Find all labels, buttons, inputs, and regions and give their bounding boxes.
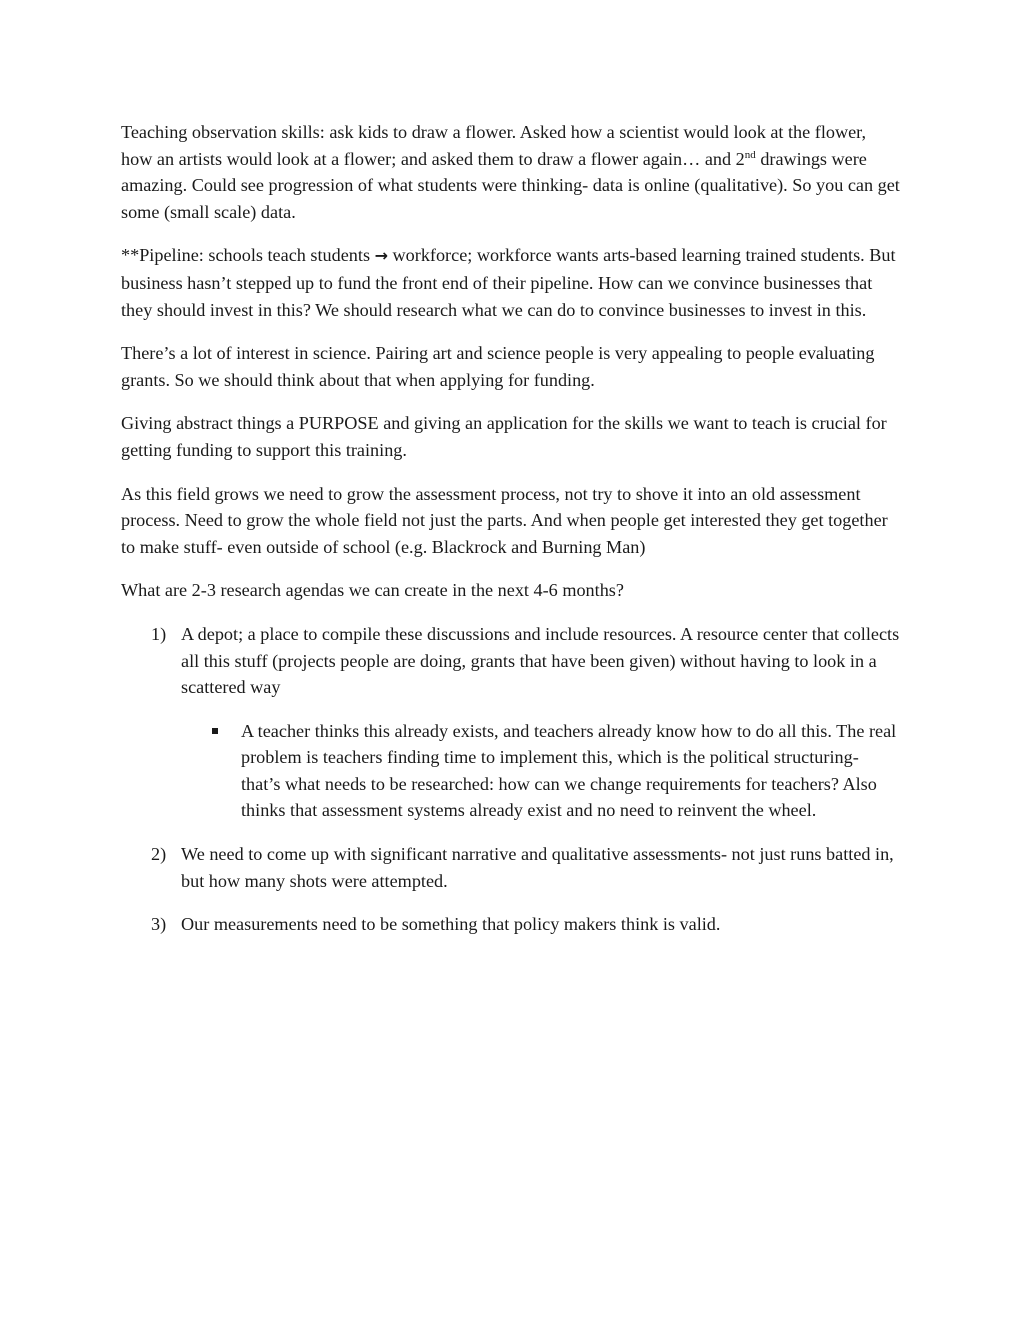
paragraph-text: Teaching observation skills: ask kids to draw a flower. Asked how a scientist would look at the flower, how an artists would look at a flower; and asked them to draw a flower again… and 2 <box>121 122 867 169</box>
sub-list-item <box>121 718 901 824</box>
list-item-text: We need to come up with significant narrative and qualitative assessments- not just runs batted in, but how many shots were attempted. <box>181 844 894 891</box>
paragraph-text: workforce; workforce wants arts-based learning trained students. But business hasn’t stepped up to fund the front end of their pipeline. How can we convince businesses that they should invest in this? We should research what we can do to convince businesses to invest in this. <box>121 245 896 320</box>
square-bullet-icon <box>212 728 218 734</box>
list-number: 3) <box>151 914 167 935</box>
arrow-right-icon: → <box>374 246 388 266</box>
numbered-list <box>121 621 901 938</box>
list-number: 1) <box>151 623 167 644</box>
paragraph-research-question: What are 2-3 research agendas we can create in the next 4-6 months? <box>121 580 624 601</box>
list-item <box>121 841 901 894</box>
paragraph-assessment-process: As this field grows we need to grow the assessment process, not try to shove it into an old assessment process. Need to grow the whole field not just the parts. And when people get interested they get together to make stuff- even outside of school (e.g. Blackrock and Burning Man) <box>121 483 888 557</box>
paragraph-text: **Pipeline: schools teach students <box>121 245 375 266</box>
paragraph-text: drawings were amazing. Could see progression of what students were thinking- data is online (qualitative). So you can get some (small scale) data. <box>121 148 900 222</box>
paragraph-purpose: Giving abstract things a PURPOSE and giving an application for the skills we want to teach is crucial for getting funding to support this training. <box>121 413 887 460</box>
list-item <box>121 621 901 701</box>
sub-list-item-text: A teacher thinks this already exists, and teachers already know how to do all this. The real problem is teachers finding time to implement this, which is the political structuring- that’s what needs to be researched: how can we change requirements for teachers? Also thinks that assessment systems already exist and no need to reinvent the wheel. <box>241 720 897 821</box>
document-page <box>121 119 901 955</box>
superscript-ordinal: nd <box>744 148 756 161</box>
list-item-text: Our measurements need to be something that policy makers think is valid. <box>181 914 721 935</box>
list-number: 2) <box>151 844 167 865</box>
list-item <box>121 911 901 938</box>
paragraph-pipeline <box>121 242 901 323</box>
paragraph-observation-skills <box>121 119 901 225</box>
paragraph-science-interest: There’s a lot of interest in science. Pairing art and science people is very appealing to people evaluating grants. So we should think about that when applying for funding. <box>121 343 875 390</box>
list-item-text: A depot; a place to compile these discussions and include resources. A resource center that collects all this stuff (projects people are doing, grants that have been given) without having to look in a scattered way <box>181 623 900 698</box>
